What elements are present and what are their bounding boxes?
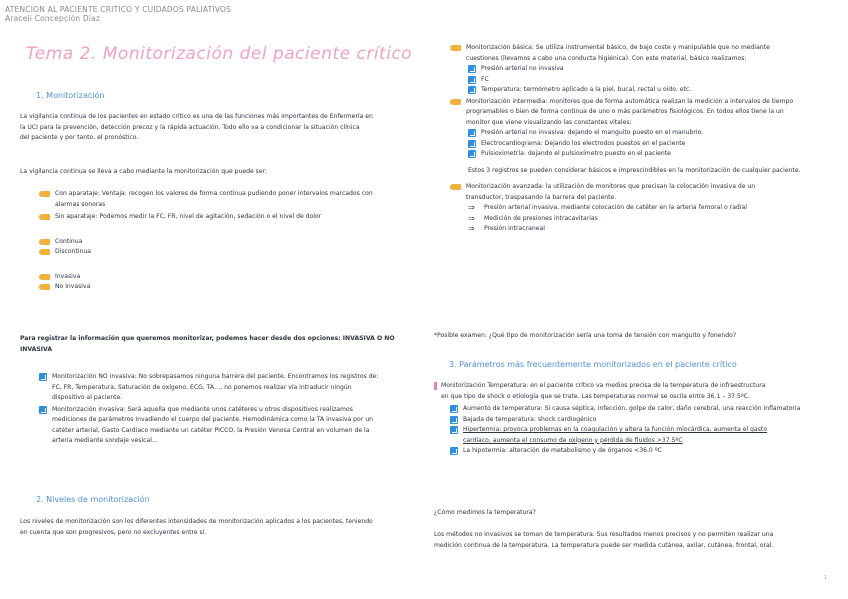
list-item — [39, 189, 424, 210]
sub-item-text: Presión intracraneal — [484, 225, 545, 232]
sub-item-text: FC — [481, 75, 489, 83]
list-item-text: Monitorización intermedia: monitores que de forma automática realizan la medición a intervalos de tiempo — [466, 97, 794, 105]
temperature-line: en que tipo de shock o etiología que se trate. Las temperaturas normal se oscila entre 36.1 – 37.5ºC. — [441, 392, 750, 400]
list-item — [39, 282, 424, 293]
list-item — [450, 43, 835, 64]
temperature-intro — [434, 381, 834, 402]
sub-item-text: Presión arterial invasiva, mediante colocación de catéter en la arteria femoral o radial — [484, 204, 747, 211]
list-item-text: mediciones de parámetros invadiendo el cuerpo del paciente. Hemodinámica como la TA invasiva por un — [52, 416, 373, 423]
sub-item — [450, 415, 834, 426]
list-item — [39, 212, 424, 223]
sub-item — [450, 446, 834, 457]
sub-item — [450, 425, 834, 446]
advanced-sublist — [450, 203, 835, 235]
register-line: INVASIVA — [20, 345, 53, 353]
invasive-list — [39, 372, 424, 447]
list-item-text: Invasiva — [55, 272, 81, 280]
list-item-text: monitor que viene visualizando las constantes vitales: — [466, 118, 632, 126]
pointing-hand-icon — [39, 191, 50, 197]
checkbox-icon — [450, 447, 458, 455]
sub-item-text: La hipotermia: alteración de metabolismo y de órganos <36.0 ºC — [463, 447, 662, 454]
how-measure-line: Los métodos no invasivos se toman de temperatura. Sus resultados menos precisos y no permiten realizar una — [434, 531, 774, 538]
list-item — [39, 372, 424, 404]
pointing-hand-icon — [39, 249, 50, 255]
how-measure-question: ¿Cómo medimos la temperatura? — [434, 509, 536, 516]
checkbox-icon — [468, 76, 476, 84]
list-item — [450, 97, 835, 129]
list-item-text: Sin aparataje: Podemos medir la FC, FR, nivel de agitación, sedación o el nivel de dolor — [55, 213, 322, 220]
page-title: Tema 2. Monitorización del paciente crítico — [26, 44, 413, 64]
sub-item-text: Pulsioximetría: dejando el pulsioxímetro puesto en el paciente — [481, 150, 671, 157]
sub-item-text: cardíaco, aumenta el consumo de oxígeno y pérdida de fluidos >37.5ºC — [463, 436, 683, 444]
sub-item-text: Presión arterial no invasiva — [481, 65, 564, 72]
list-item-text: Monitorización avanzada: la utilización de monitores que precisan la colocación invasiva de un — [466, 183, 756, 190]
intro-line: del paciente y por tanto, el pronóstico. — [20, 134, 139, 141]
pointing-hand-icon — [39, 284, 50, 290]
list-item-text: alarmas sonoras — [55, 200, 106, 208]
sub-item — [468, 203, 835, 214]
temperature-sublist — [434, 404, 834, 457]
double-arrow-icon: ⇒ — [468, 203, 475, 212]
course-header: ATENCION AL PACIENTE CRITICO Y CUIDADOS PALIATIVOS — [5, 5, 232, 14]
pointing-hand-icon — [450, 99, 461, 105]
checkbox-icon — [468, 129, 476, 137]
checkbox-icon — [468, 150, 476, 158]
highlight-marker-icon — [434, 382, 437, 390]
sub-item — [468, 85, 835, 96]
list-item-text: Monitorización invasiva: Será aquella que mediante unos catéteres u otros dispositivos realizamos — [52, 405, 353, 413]
temperature-block — [434, 381, 834, 457]
levels-line: Los niveles de monitorización son los diferentes intensidades de monitorización aplicados a los pacientes, teniendo — [20, 518, 373, 525]
sub-item-text: Aumento de temperatura: Si causa séptica, infección, golpe de calor, daño cerebral, una reacción inflamatoria — [463, 405, 801, 412]
section-heading-parametros: 3. Parámetros más frecuentemente monitorizados en el paciente crítico — [449, 360, 737, 369]
section-heading-monitorizacion: 1. Monitorización — [36, 91, 105, 100]
list-item — [39, 405, 424, 447]
sub-item-text: Temperatura: termómetro aplicado a la piel, bucal, rectal u oído. etc. — [481, 86, 692, 93]
list-item-text: Monitorización NO invasiva: No sobrepasamos ninguna barrera del paciente. Encontramos los registros de: — [52, 373, 379, 380]
list-item-text: Con aparataje: Ventaja: recogen los valores de forma continua pudiendo poner intervalos marcados con — [55, 190, 373, 197]
levels-paragraph — [20, 517, 425, 538]
checkbox-icon — [450, 405, 458, 413]
intro-line: La vigilancia continua de los pacientes en estado crítico es una de las funciones más importantes de Enfermería en — [20, 113, 373, 120]
sub-item — [468, 149, 835, 160]
monitoring-types-intro: La vigilancia continua se lleva a cabo mediante la monitorización que puede ser: — [20, 168, 268, 175]
checkbox-icon — [450, 426, 458, 434]
section-heading-niveles: 2. Niveles de monitorización — [36, 495, 150, 504]
checkbox-icon — [468, 86, 476, 94]
page-number: 1 — [824, 575, 828, 581]
levels-line: en cuenta que son progresivos, pero no excluyentes entre sí. — [20, 528, 207, 536]
how-measure-line: medición continua de la temperatura. La temperatura puede ser medida cutánea, axilar, cutánea, frontal, oral. — [434, 541, 774, 549]
list-item-text: Discontinua — [55, 248, 92, 255]
basic-sublist — [450, 64, 835, 96]
list-item-text: programables o bien de forma continua de uno o más parámetros fisiológicos. En todos ellos tiene la un — [466, 108, 784, 115]
sub-item-text: Presión arterial no invasiva: dejando el manguito puesto en el manubrio. — [481, 129, 704, 136]
list-item-text: dispositivo al paciente. — [52, 394, 123, 401]
temperature-line: Monitorización Temperatura: en el paciente crítico va medios precisa de la temperatura de infraestructura — [441, 382, 766, 389]
checkbox-icon — [39, 406, 47, 414]
checkbox-icon — [468, 65, 476, 73]
levels-list — [450, 43, 835, 235]
sub-item — [468, 214, 835, 225]
pointing-hand-icon — [450, 184, 461, 190]
pointing-hand-icon — [39, 214, 50, 220]
sub-item-text: Medición de presiones intracavitarias — [484, 214, 598, 222]
intermediate-sublist — [450, 128, 835, 160]
list-item-text: catéter arterial, Gasto Cardíaco mediante un catéter PICCO, la Presión Venosa Central en volumen de la — [52, 426, 370, 434]
sub-item-text: Bajada de temperatura: shock cardiogénico — [463, 415, 597, 423]
sub-item-text: Hipertermia: provoca problemas en la coagulación y altera la función miocárdica, aumenta el gasto — [463, 426, 768, 433]
register-paragraph — [20, 334, 425, 355]
list-item-text: transductor, traspasando la barrera del paciente. — [466, 193, 617, 201]
double-arrow-icon: ⇒ — [468, 224, 475, 233]
list-item-text: FC, FR, Temperatura, Saturación de oxígeno, ECG, TA…, no ponemos realizar vía intraducir ningún — [52, 383, 352, 391]
list-item-text: Monitorización básica: Se utiliza instrumental básico, de bajo coste y manipulable que no mediante — [466, 44, 770, 51]
list-item-text: No invasiva — [55, 283, 91, 290]
pointing-hand-icon — [39, 239, 50, 245]
author-header: Araceli Concepción Díaz — [5, 14, 101, 23]
three-registers-note: Estos 3 registros se pueden considerar básicos e imprescindibles en la monitorización de cualquier paciente. — [468, 166, 801, 174]
list-item — [39, 272, 424, 283]
sub-item — [468, 64, 835, 75]
intro-paragraph — [20, 112, 425, 144]
list-item — [450, 182, 835, 203]
list-item-text: Continua — [55, 237, 83, 245]
exam-question: *Posible examen: ¿Qué tipo de monitorización sería una toma de tensión con manguito y fonendo? — [434, 332, 737, 339]
checkbox-icon — [450, 416, 458, 424]
list-item-text: arteria mediante sondaje vesical… — [52, 437, 159, 444]
monitoring-types-list — [39, 189, 424, 293]
list-item — [39, 237, 424, 248]
intro-line: la UCI para la prevención, detección precoz y la rápida actuación. Todo ello va a condicionar la situación clínica — [20, 123, 360, 131]
sub-item — [450, 404, 834, 415]
sub-item-text: Electrocardiograma: Dejando los electrodos puestos en el paciente — [481, 139, 686, 147]
sub-item — [468, 128, 835, 139]
list-item-text: cuestiones (llevamos a cabo una conducta higiénica). Con este material, básico realizamos: — [466, 54, 747, 62]
how-measure-paragraph — [434, 530, 834, 551]
checkbox-icon — [468, 140, 476, 148]
list-item — [39, 247, 424, 258]
sub-item — [468, 224, 835, 235]
double-arrow-icon: ⇒ — [468, 213, 475, 223]
pointing-hand-icon — [39, 274, 50, 280]
checkbox-icon — [39, 373, 47, 381]
sub-item — [468, 75, 835, 86]
register-line: Para registrar la información que queremos monitorizar, podemos hacer desde dos opciones: INVASIVA O NO — [20, 335, 395, 342]
pointing-hand-icon — [450, 45, 461, 51]
sub-item — [468, 139, 835, 150]
